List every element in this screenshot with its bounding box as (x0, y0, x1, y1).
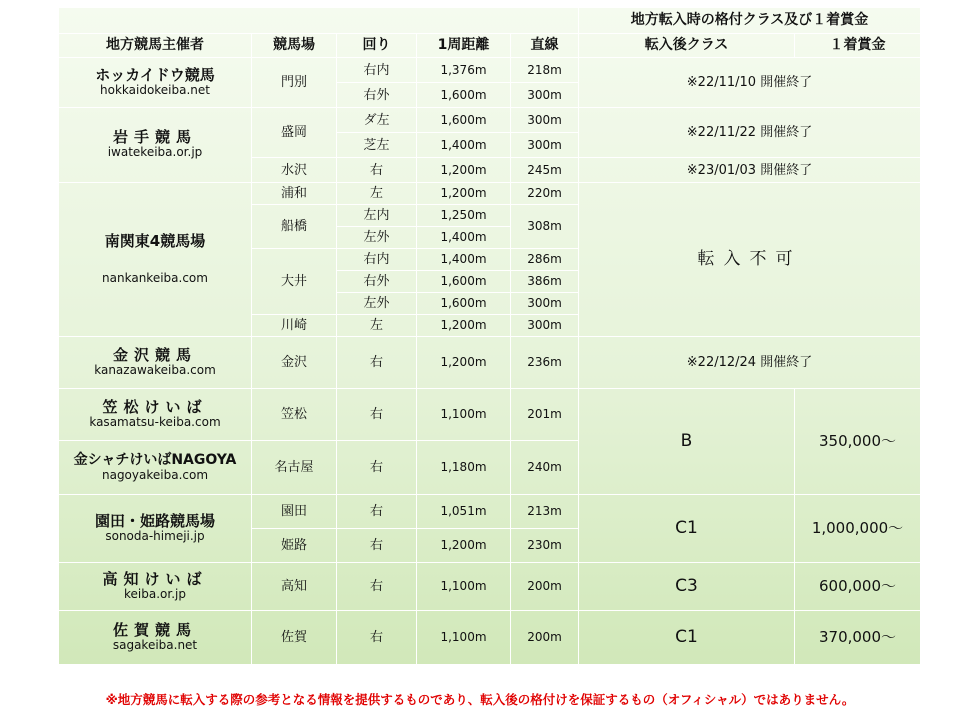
track-name: 金沢 (252, 337, 337, 389)
organizer-name: 高知けいば (102, 569, 208, 588)
straight-cell: 286m (511, 249, 579, 271)
group-header-row (59, 8, 921, 34)
track-name: 盛岡 (252, 108, 337, 158)
track-name: 高知 (252, 563, 337, 611)
column-header-row (59, 34, 921, 58)
lap-cell: 1,400m (417, 133, 511, 158)
track-name: 水沢 (252, 158, 337, 183)
organizer-url: kasamatsu-keiba.com (89, 414, 221, 429)
lap-cell: 1,200m (417, 529, 511, 563)
table-row (59, 108, 921, 133)
class-value: C1 (579, 495, 795, 563)
class-value: C3 (579, 563, 795, 611)
turn-cell: 左 (337, 315, 417, 337)
turn-cell: 右 (337, 389, 417, 441)
turn-cell: 右 (337, 563, 417, 611)
straight-cell: 245m (511, 158, 579, 183)
lap-cell: 1,200m (417, 337, 511, 389)
organizer-cell (59, 337, 252, 389)
organizer-url: iwatekeiba.or.jp (107, 145, 203, 159)
turn-cell: ダ左 (337, 108, 417, 133)
class-note: ※22/11/10 開催終了 (579, 58, 921, 108)
prize-value: 1,000,000～ (795, 495, 921, 563)
track-name: 大井 (252, 249, 337, 315)
track-name: 浦和 (252, 183, 337, 205)
class-note: 転入不可 (579, 183, 921, 337)
straight-cell: 308m (511, 205, 579, 249)
track-name: 船橋 (252, 205, 337, 249)
lap-cell: 1,200m (417, 315, 511, 337)
class-value: B (579, 389, 795, 495)
straight-cell: 220m (511, 183, 579, 205)
organizer-url: kanazawakeiba.com (94, 362, 216, 377)
table-row (59, 337, 921, 389)
lap-cell: 1,600m (417, 293, 511, 315)
turn-cell: 右内 (337, 249, 417, 271)
track-name: 門別 (252, 58, 337, 108)
col-class: 転入後クラス (579, 34, 795, 58)
organizer-cell (59, 108, 252, 183)
lap-cell: 1,100m (417, 389, 511, 441)
lap-cell: 1,200m (417, 158, 511, 183)
organizer-cell (59, 183, 252, 337)
class-value: C1 (579, 611, 795, 665)
straight-cell: 200m (511, 563, 579, 611)
track-name: 姫路 (252, 529, 337, 563)
straight-cell: 218m (511, 58, 579, 83)
organizer-cell (59, 58, 252, 108)
lap-cell: 1,100m (417, 611, 511, 665)
lap-cell: 1,600m (417, 83, 511, 108)
straight-cell: 201m (511, 389, 579, 441)
table-row (59, 58, 921, 83)
organizer-url: hokkaidokeiba.net (100, 82, 210, 97)
straight-cell: 300m (511, 108, 579, 133)
lap-cell: 1,250m (417, 205, 511, 227)
table-row (59, 611, 921, 665)
class-note: ※22/12/24 開催終了 (579, 337, 921, 389)
turn-cell: 右外 (337, 271, 417, 293)
turn-cell: 右 (337, 529, 417, 563)
straight-cell: 230m (511, 529, 579, 563)
racecourse-table (58, 7, 921, 665)
lap-cell: 1,100m (417, 563, 511, 611)
prize-value: 600,000～ (795, 563, 921, 611)
turn-cell: 左内 (337, 205, 417, 227)
table-row (59, 389, 921, 441)
turn-cell: 左外 (337, 227, 417, 249)
organizer-cell (59, 495, 252, 563)
lap-cell: 1,600m (417, 108, 511, 133)
organizer-name: 南関東4競馬場 (104, 231, 206, 250)
lap-cell: 1,400m (417, 227, 511, 249)
turn-cell: 右 (337, 441, 417, 495)
organizer-cell (59, 563, 252, 611)
turn-cell: 右 (337, 611, 417, 665)
turn-cell: 左外 (337, 293, 417, 315)
straight-cell: 236m (511, 337, 579, 389)
header-blank (59, 8, 579, 34)
organizer-url: nagoyakeiba.com (101, 467, 209, 482)
organizer-name: 金シャチけいばNAGOYA (73, 451, 237, 468)
turn-cell: 左 (337, 183, 417, 205)
lap-cell: 1,376m (417, 58, 511, 83)
track-name: 川崎 (252, 315, 337, 337)
turn-cell: 右内 (337, 58, 417, 83)
lap-cell: 1,051m (417, 495, 511, 529)
organizer-cell (59, 441, 252, 495)
col-straight: 直線 (511, 34, 579, 58)
straight-cell: 300m (511, 293, 579, 315)
group-header: 地方転入時の格付クラス及び１着賞金 (579, 8, 921, 34)
organizer-cell (59, 611, 252, 665)
track-name: 名古屋 (252, 441, 337, 495)
organizer-name: 笠松けいば (102, 397, 208, 416)
prize-value: 350,000～ (795, 389, 921, 495)
track-name: 園田 (252, 495, 337, 529)
col-turn: 回り (337, 34, 417, 58)
straight-cell: 200m (511, 611, 579, 665)
organizer-url: sonoda-himeji.jp (105, 528, 205, 543)
lap-cell: 1,400m (417, 249, 511, 271)
class-note: ※23/01/03 開催終了 (579, 158, 921, 183)
disclaimer-note: ※地方競馬に転入する際の参考となる情報を提供するものであり、転入後の格付けを保証するもの（オフィシャル）ではありません。 (105, 692, 855, 707)
straight-cell: 300m (511, 133, 579, 158)
lap-cell: 1,180m (417, 441, 511, 495)
track-name: 笠松 (252, 389, 337, 441)
turn-cell: 右外 (337, 83, 417, 108)
straight-cell: 300m (511, 315, 579, 337)
organizer-name: 園田・姫路競馬場 (94, 511, 215, 530)
straight-cell: 386m (511, 271, 579, 293)
class-note: ※22/11/22 開催終了 (579, 108, 921, 158)
table-row (59, 495, 921, 529)
col-lap: 1周距離 (417, 34, 511, 58)
col-prize: １着賞金 (795, 34, 921, 58)
turn-cell: 右 (337, 337, 417, 389)
organizer-name: 佐賀競馬 (112, 620, 197, 639)
prize-value: 370,000～ (795, 611, 921, 665)
table-row (59, 183, 921, 205)
col-track: 競馬場 (252, 34, 337, 58)
col-organizer: 地方競馬主催者 (59, 34, 252, 58)
organizer-cell (59, 389, 252, 441)
turn-cell: 右 (337, 158, 417, 183)
organizer-url: keiba.or.jp (124, 586, 186, 601)
organizer-name: 岩手競馬 (112, 128, 197, 146)
straight-cell: 213m (511, 495, 579, 529)
organizer-name: ホッカイドウ競馬 (95, 65, 215, 84)
straight-cell: 240m (511, 441, 579, 495)
table-row (59, 563, 921, 611)
turn-cell: 芝左 (337, 133, 417, 158)
track-name: 佐賀 (252, 611, 337, 665)
organizer-url: sagakeiba.net (112, 637, 198, 652)
lap-cell: 1,600m (417, 271, 511, 293)
organizer-name: 金沢競馬 (112, 345, 197, 364)
lap-cell: 1,200m (417, 183, 511, 205)
organizer-url: nankankeiba.com (102, 270, 208, 285)
straight-cell: 300m (511, 83, 579, 108)
turn-cell: 右 (337, 495, 417, 529)
